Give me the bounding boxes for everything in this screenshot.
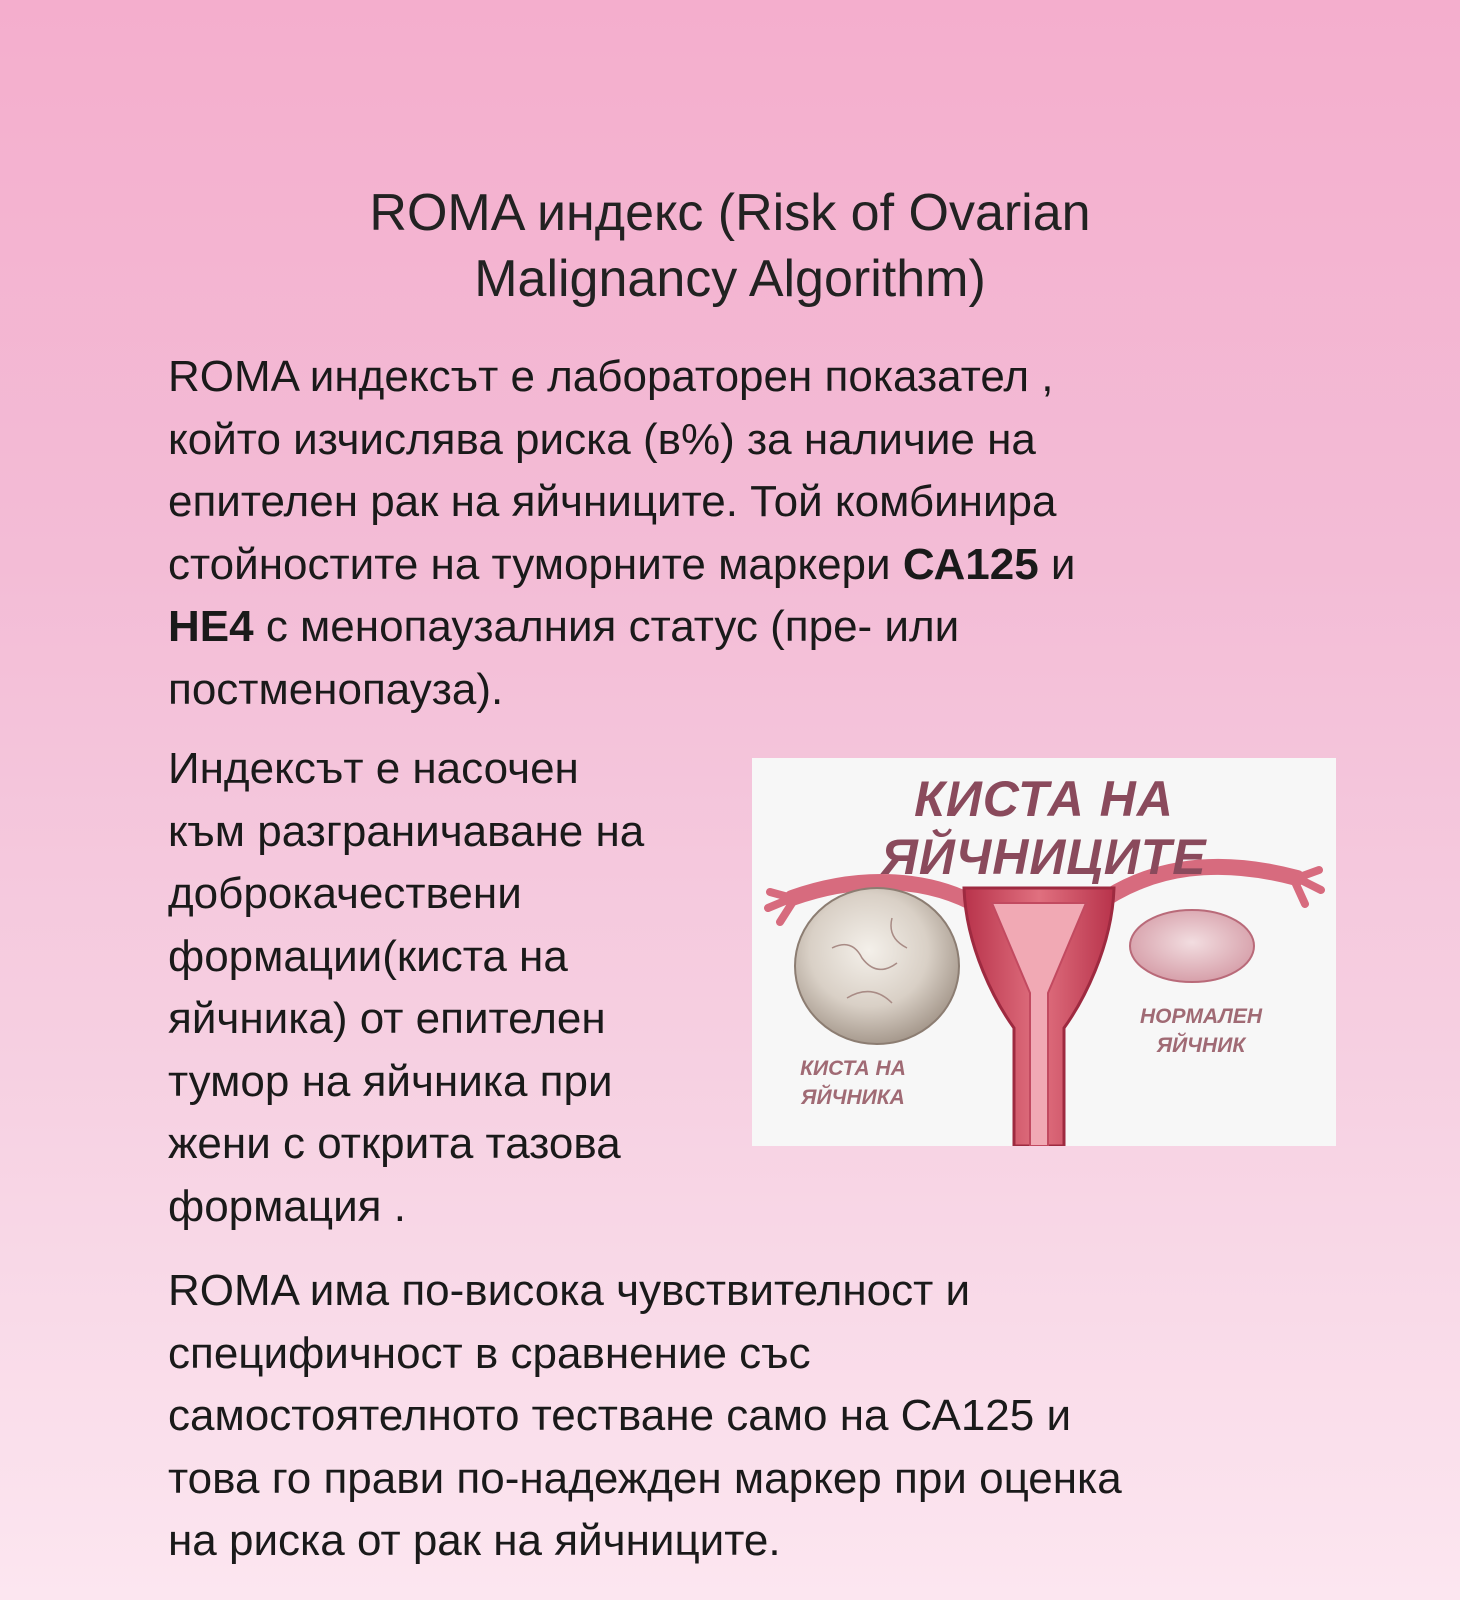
page-title — [200, 180, 1260, 312]
marker-he4: НЕ4 — [168, 602, 254, 651]
label-line: ЯЙЧНИКА — [801, 1086, 905, 1109]
text-line: тумор на яйчника при — [168, 1056, 613, 1106]
title-line: Malignancy Algorithm) — [474, 250, 986, 308]
text-line: специфичност в сравнение със — [168, 1328, 811, 1378]
text-line: това го прави по-надежден маркер при оценка — [168, 1453, 1122, 1503]
text-segment: с менопаузалния статус (пре- или — [253, 602, 960, 651]
text-line: на риска от рак на яйчниците. — [168, 1516, 781, 1565]
text-line: епителен рак на яйчниците. Той комбинира — [168, 477, 1057, 526]
text-line: Индексът е насочен — [168, 744, 579, 793]
text-line: постменопауза). — [168, 664, 504, 714]
figure-title: КИСТА НА ЯЙЧНИЦИТЕ — [881, 771, 1207, 885]
label-ovarian-cyst — [778, 1054, 928, 1112]
text-line — [168, 534, 1288, 597]
label-line: ЯЙЧНИК — [1156, 1034, 1246, 1057]
text-segment: стойностите на туморните маркери — [168, 539, 903, 589]
text-segment: и — [1038, 539, 1076, 589]
text-line: самостоятелното тестване само на СА125 и — [168, 1391, 1072, 1440]
label-line: КИСТА НА — [800, 1057, 906, 1080]
text-line: жени с открита тазова — [168, 1119, 621, 1168]
title-line: ROMA индекс (Risk of Ovarian — [369, 184, 1091, 242]
text-line: ROMA индексът е лабораторен показател , — [168, 352, 1054, 401]
text-line — [168, 596, 1288, 659]
text-line: яйчника) от епителен — [168, 994, 606, 1043]
text-line: ROMA има по-висока чувствителност и — [168, 1266, 971, 1315]
text-line: формации(киста на — [168, 931, 568, 981]
ovarian-cyst-illustration — [752, 758, 1336, 1146]
paragraph-purpose — [168, 738, 728, 1238]
label-normal-ovary — [1106, 1002, 1296, 1060]
text-line: доброкачествени — [168, 869, 522, 918]
text-line: към разграничаване на — [168, 806, 645, 856]
text-line: формация . — [168, 1181, 406, 1231]
label-line: НОРМАЛЕН — [1139, 1005, 1263, 1028]
marker-ca125: СА125 — [902, 539, 1039, 589]
paragraph-sensitivity — [168, 1260, 1318, 1573]
text-line: който изчислява риска (в%) за наличие на — [168, 414, 1036, 464]
paragraph-definition — [168, 346, 1288, 721]
